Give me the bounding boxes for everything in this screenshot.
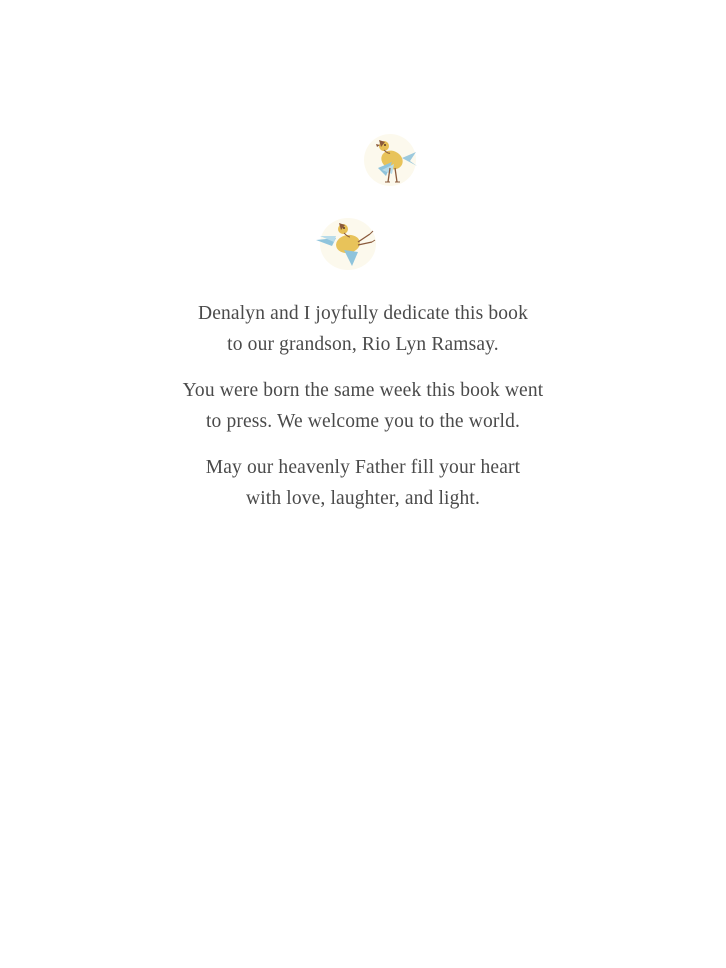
- bird-icon: [314, 212, 378, 276]
- dedication-line: Denalyn and I joyfully dedicate this book: [198, 303, 528, 324]
- dedication-line: You were born the same week this book went: [182, 380, 544, 401]
- dedication-paragraph: [0, 452, 726, 514]
- dedication-paragraph: [0, 375, 726, 437]
- dedication-paragraph: [0, 298, 726, 360]
- dedication-line: with love, laughter, and light.: [245, 488, 481, 509]
- dedication-line: to our grandson, Rio Lyn Ramsay.: [227, 334, 499, 355]
- dedication-line: to press. We welcome you to the world.: [205, 411, 521, 432]
- dedication-line: May our heavenly Father fill your heart: [205, 457, 521, 478]
- dedication-text: [0, 298, 726, 529]
- bird-icon: [360, 128, 420, 190]
